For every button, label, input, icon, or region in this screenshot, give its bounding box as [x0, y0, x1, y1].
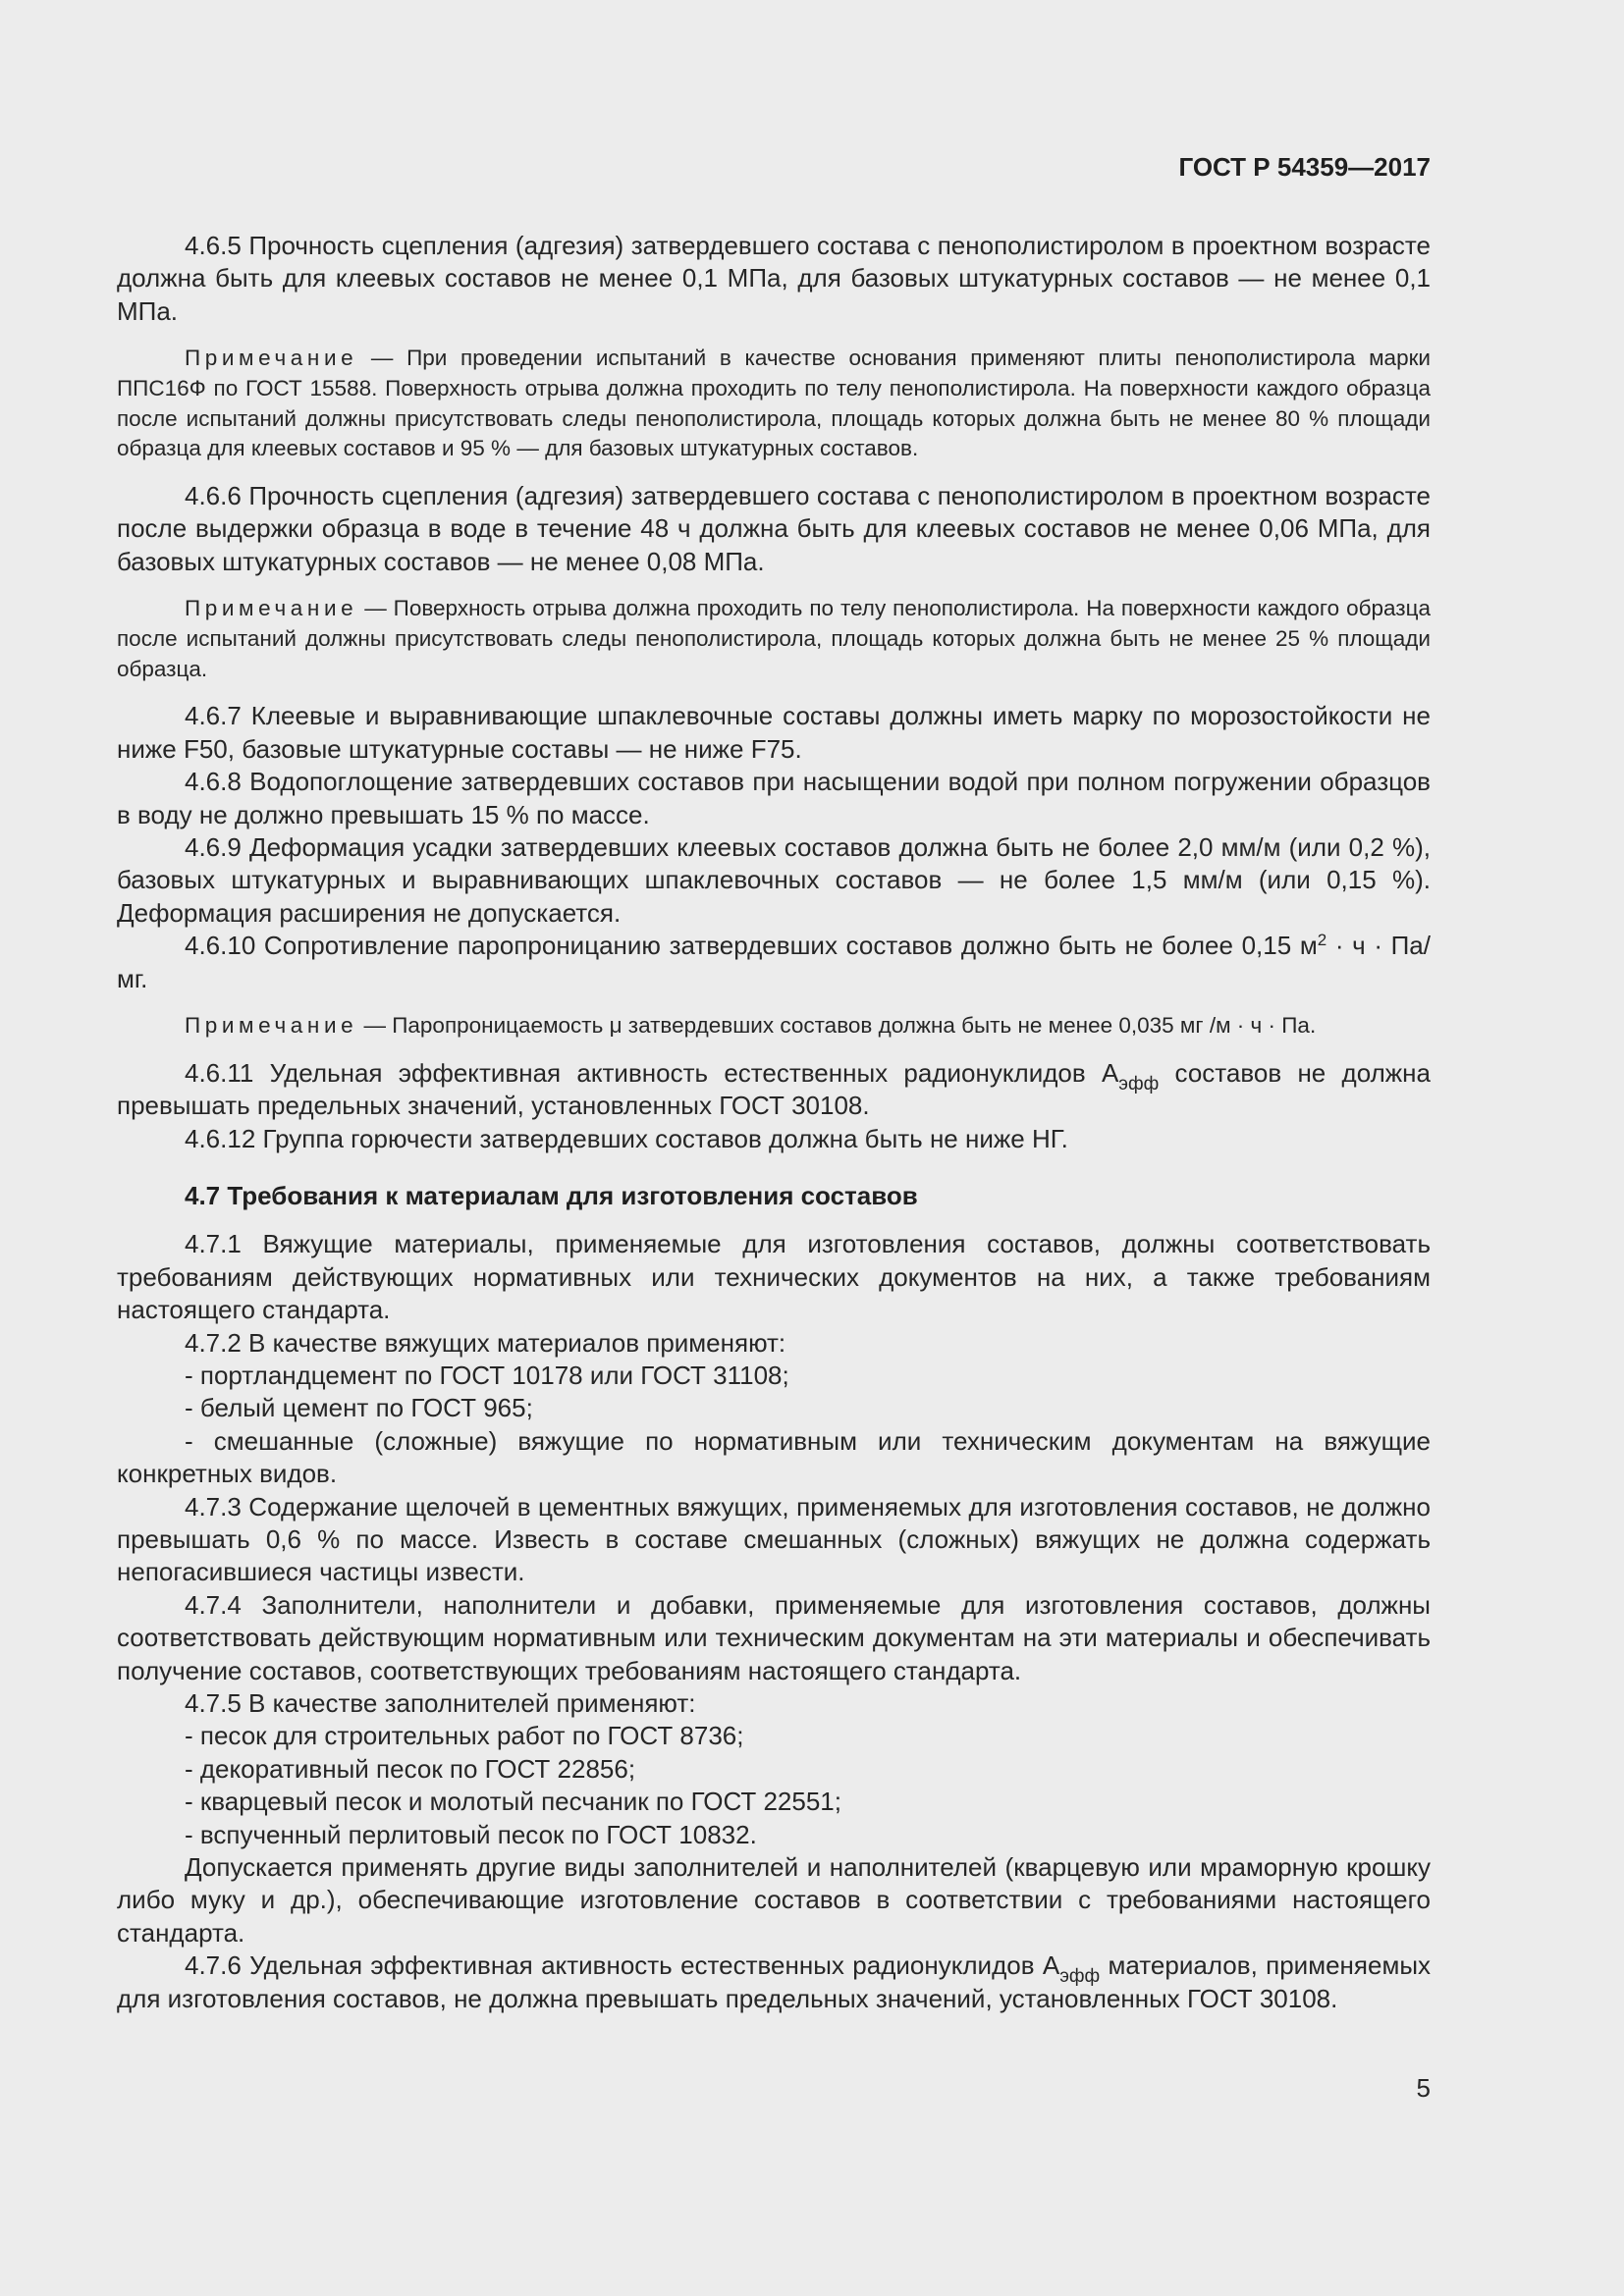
clause-4-6-12: 4.6.12 Группа горючести затвердевших составов должна быть не ниже НГ.	[185, 1123, 1068, 1153]
clause-4-6-11	[117, 1057, 1431, 1123]
clause-4-6-9: 4.6.9 Деформация усадки затвердевших клеевых составов должна быть не более 2,0 мм/м (или 0,2 %), базовых штукатурных и выравнивающих шпаклевочных составов — не более 1,5 мм/м (или 0,15 %). Деформация расширения не допускается.	[117, 831, 1431, 928]
clause-4-7-1: 4.7.1 Вяжущие материалы, применяемые для изготовления составов, должны соответствовать требованиям действующих нормативных или технических документов на них, а также требованиям настоящего стандарта.	[117, 1229, 1431, 1325]
list-item: - белый цемент по ГОСТ 965;	[185, 1393, 533, 1423]
subscript: эфф	[1118, 1073, 1160, 1095]
note-text: — Паропроницаемость μ затвердевших составов должна быть не менее 0,035 мг /м · ч · Па.	[357, 1013, 1317, 1039]
clause-4-7-6	[117, 1949, 1431, 2015]
note-label: Примечание	[185, 596, 358, 621]
clause-4-7-3: 4.7.3 Содержание щелочей в цементных вяжущих, применяемых для изготовления составов, не должно превышать 0,6 % по массе. Известь в составе смешанных (сложных) вяжущих не должна содержать непогасившиеся частицы извести.	[117, 1491, 1431, 1587]
note-label: Примечание	[185, 1013, 358, 1039]
clause-4-6-6: 4.6.6 Прочность сцепления (адгезия) затвердевшего состава с пенополистиролом в проектном возрасте после выдержки образца в воде в течение 48 ч должна быть для клеевых составов не менее 0,06 МПа, для базовых штукатурных составов — не менее 0,08 МПа.	[117, 481, 1431, 576]
clause-text: 4.6.11 Удельная эффективная активность естественных радионуклидов А	[185, 1057, 1119, 1088]
list-item: - кварцевый песок и молотый песчаник по ГОСТ 22551;	[185, 1787, 841, 1817]
clause-text: 4.7.6 Удельная эффективная активность естественных радионуклидов А	[185, 1950, 1060, 1981]
clause-4-7-5: 4.7.5 В качестве заполнителей применяют:	[185, 1688, 696, 1719]
page-number: 5	[1416, 2073, 1431, 2103]
note-text: — При проведении испытаний в качестве основания применяют плиты пенополистирола марки ППС16Ф по ГОСТ 15588. Поверхность отрыва должна проходить по телу пенополистирола. На поверхности каждого образца после испытаний должны присутствовать следы пенополистирола, площадь которых должна быть не менее 80 % площади образца для клеевых составов и 95 % — для базовых штукатурных составов.	[117, 346, 1431, 461]
note-label: Примечание	[185, 346, 358, 371]
clause-4-7-5-note: Допускается применять другие виды заполнителей и наполнителей (кварцевую или мраморную крошку либо муку и др.), обеспечивающие изготовление составов в соответствии с требованиями настоящего стандарта.	[117, 1852, 1431, 1948]
list-item: - декоративный песок по ГОСТ 22856;	[185, 1753, 636, 1784]
note-4-6-6	[117, 594, 1431, 684]
clause-4-6-10	[117, 930, 1431, 995]
subscript: эфф	[1059, 1966, 1101, 1988]
note-4-6-5	[117, 344, 1431, 464]
clause-text: 4.6.10 Сопротивление паропроницанию затвердевших составов должно быть не более 0,15 м	[185, 931, 1318, 961]
clause-4-7-4: 4.7.4 Заполнители, наполнители и добавки, применяемые для изготовления составов, должны соответствовать действующим нормативным или техническим документам на эти материалы и обеспечивать получение составов, соответствующих требованиям настоящего стандарта.	[117, 1589, 1431, 1685]
note-text: — Поверхность отрыва должна проходить по телу пенополистирола. На поверхности каждого образца после испытаний должны присутствовать следы пенополистирола, площадь которых должна быть не менее 25 % площади образца.	[117, 596, 1431, 681]
clause-4-6-8: 4.6.8 Водопоглощение затвердевших составов при насыщении водой при полном погружении образцов в воду не должно превышать 15 % по массе.	[117, 767, 1431, 829]
list-item: - портландцемент по ГОСТ 10178 или ГОСТ 31108;	[185, 1360, 789, 1390]
clause-4-7-2: 4.7.2 В качестве вяжущих материалов применяют:	[185, 1327, 786, 1358]
superscript: 2	[1317, 931, 1327, 950]
clause-text: составов не должна превышать предельных значений, установленных ГОСТ 30108.	[117, 1057, 1431, 1121]
clause-4-6-7: 4.6.7 Клеевые и выравнивающие шпаклевочные составы должны иметь марку по морозостойкости не ниже F50, базовые штукатурные составы — не ниже F75.	[117, 701, 1431, 764]
clause-4-6-5: 4.6.5 Прочность сцепления (адгезия) затвердевшего состава с пенополистиролом в проектном возрасте должна быть для клеевых составов не менее 0,1 МПа, для базовых штукатурных составов — не менее 0,1 МПа.	[117, 231, 1431, 326]
clause-text: материалов, применяемых для изготовления составов, не должна превышать предельных значений, установленных ГОСТ 30108.	[117, 1950, 1432, 2013]
section-heading-4-7: 4.7 Требования к материалам для изготовления составов	[185, 1180, 918, 1210]
list-item: - песок для строительных работ по ГОСТ 8736;	[185, 1721, 744, 1751]
note-4-6-10	[117, 1011, 1431, 1041]
list-item: - вспученный перлитовый песок по ГОСТ 10832.	[185, 1819, 757, 1849]
list-item: - смешанные (сложные) вяжущие по нормативным или техническим документам на вяжущие конкретных видов.	[117, 1425, 1431, 1489]
document-id-header: ГОСТ Р 54359—2017	[1178, 152, 1431, 182]
clause-text: · ч · Па/мг.	[117, 931, 1431, 993]
